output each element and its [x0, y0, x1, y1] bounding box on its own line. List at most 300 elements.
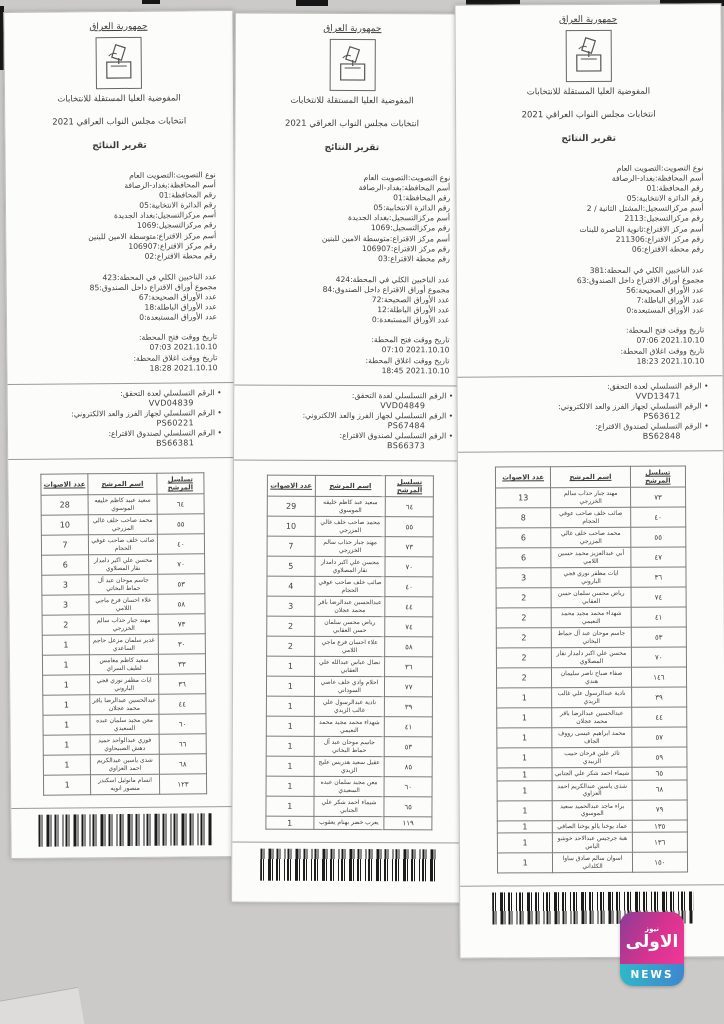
report-title: تقرير النتائج: [92, 140, 147, 152]
results-table: [40, 473, 207, 796]
candidate-row: [497, 820, 687, 833]
candidate-serial: ٣٠: [158, 634, 205, 654]
ihec-logo: [329, 39, 375, 91]
results-table-header: [496, 466, 686, 488]
candidate-name: رياض محسن سلمان حسن العقابي: [315, 617, 385, 637]
commission-title: المفوضية العليا المستقلة للانتخابات: [526, 86, 651, 98]
candidate-row: [267, 517, 434, 538]
text-line: 2021.10.10 07:06: [636, 335, 705, 346]
text-line: رقم مركزالتسجيل:1069: [370, 223, 451, 233]
text-line: عدد الأوراق الصحيحة:67: [138, 292, 217, 302]
candidate-votes: 8: [496, 508, 551, 528]
candidate-name: صائب خلف صاحب عوفي الحجام: [551, 508, 631, 528]
serial-entry-label: • الرقم التسلسلي لصندوق الاقتراع:: [595, 421, 709, 432]
candidate-serial: ٥٥: [385, 517, 433, 537]
candidate-row: [496, 487, 686, 508]
candidate-votes: 6: [41, 555, 89, 575]
candidate-votes: 1: [497, 768, 552, 781]
scan-artifact: [142, 0, 160, 4]
candidate-name: نادية عبدالرسول علي غالب الزيدي: [314, 697, 384, 717]
text-line: عدد الأوراق الباطلة:18: [144, 302, 217, 312]
text-line: عدد الناخبين الكلي في المحطة:424: [335, 274, 450, 285]
candidate-serial: ٤٠: [631, 507, 686, 527]
candidate-serial: ٧٣: [630, 487, 685, 507]
serial-entry: [240, 410, 453, 431]
candidate-row: [266, 657, 433, 678]
candidate-votes: 1: [497, 801, 552, 821]
candidate-votes: 1: [43, 775, 91, 795]
candidate-serial: ٦٤: [157, 494, 204, 514]
candidate-row: [496, 567, 686, 588]
candidate-votes: 29: [267, 497, 315, 517]
candidate-votes: 10: [41, 515, 89, 535]
candidate-row: [43, 734, 206, 755]
text-line: أسم المحافظة:بغداد-الرصافة: [611, 173, 704, 183]
candidate-name: ايات مظفر نوري فجي الباروني: [551, 568, 631, 588]
separator-line: [234, 460, 467, 462]
ballot-stats-block: [457, 265, 722, 317]
candidate-row: [266, 697, 433, 718]
election-title: انتخابات مجلس النواب العراقي 2021: [521, 109, 656, 121]
candidate-row: [497, 667, 687, 688]
candidate-votes: 1: [497, 781, 552, 801]
candidate-votes: 1: [497, 748, 552, 768]
column-candidate-serial: تسلسل المرشح: [385, 476, 433, 497]
candidate-serial: ٣٦: [385, 657, 433, 677]
barcode-image: [260, 849, 437, 882]
station-info-block: [6, 170, 235, 263]
open-close-times-block: [7, 332, 235, 374]
serial-entry: [240, 390, 453, 411]
candidate-serial: ٥٩: [632, 747, 687, 767]
station-info-block: [235, 172, 468, 264]
text-line: أسم مركزالتسجيل:بغداد الجديدة: [113, 210, 217, 221]
text-line: رقم المحافظة:01: [646, 183, 704, 193]
candidate-serial: ٦٠: [159, 714, 206, 734]
candidate-votes: 1: [266, 717, 314, 737]
candidate-votes: 6: [496, 548, 551, 568]
text-line: رقم مركزالتسجيل:2113: [624, 213, 704, 224]
text-line: نوع التصويت:التصويت العام: [363, 173, 451, 183]
candidate-name: محسن علي اكبر دامدار نقار المصلاوي: [315, 557, 385, 577]
barcode-image: [39, 814, 213, 848]
candidate-votes: 1: [266, 777, 314, 797]
text-line: عدد الأوراق الباطلة:12: [377, 305, 450, 315]
candidate-row: [42, 594, 205, 615]
candidate-row: [43, 754, 206, 775]
candidate-name: صفاء صباح ناصر سليمان هندي: [552, 668, 632, 688]
separator-line: [460, 885, 724, 887]
serial-entry-value: PS60221: [156, 418, 194, 428]
serial-entry-value: VVD04839: [148, 397, 194, 408]
candidate-name: محمد صاحب خلف غالي المزرجي: [551, 528, 631, 548]
election-title: انتخابات مجلس النواب العراقي 2021: [284, 118, 419, 130]
candidate-row: [497, 780, 687, 801]
election-title: انتخابات مجلس النواب العراقي 2021: [52, 116, 187, 128]
candidate-votes: 2: [497, 668, 552, 688]
candidate-name: مهند جبار حذاب سالم الخزرجي: [89, 615, 158, 636]
open-close-times-block: [457, 326, 722, 368]
candidate-serial: ٨٥: [384, 757, 432, 777]
candidate-votes: 1: [266, 757, 314, 777]
candidate-serial: ٤٤: [159, 694, 206, 714]
text-line: رقم الدائرة الانتخابية:05: [139, 200, 217, 211]
candidate-name: صائب خلف صاحب عوفي الحجام: [89, 535, 158, 556]
candidate-serial: ٤٠: [157, 534, 204, 554]
candidate-serial: ١٥٠: [632, 852, 687, 872]
candidate-row: [266, 797, 433, 818]
candidate-votes: 4: [267, 577, 315, 597]
candidate-name: صائب خلف صاحب عوفي الحجام: [315, 577, 385, 597]
candidate-serial: ٧٤: [385, 617, 433, 637]
serial-entry: [464, 401, 709, 423]
candidate-name: رياض محسن سلمان حسن العقابي: [551, 588, 631, 608]
text-line: عدد الأوراق المستبعدة:0: [626, 305, 705, 316]
candidate-serial: ١١٩: [384, 817, 432, 830]
candidate-name: شهداء محمد مجيد محمد النعيمي: [314, 717, 384, 737]
candidate-name: اسوان سالم صادق ساوا الكلداني: [553, 853, 633, 873]
candidate-votes: 2: [42, 615, 90, 635]
country-title: جمهورية العراق: [323, 23, 382, 35]
candidate-serial: ٦٨: [159, 754, 206, 774]
candidate-votes: 1: [266, 797, 314, 817]
candidate-votes: 2: [266, 617, 314, 637]
separator-line: [8, 382, 236, 385]
results-table: [265, 475, 434, 830]
candidate-serial: ٤٤: [385, 597, 433, 617]
country-title: جمهورية العراق: [558, 14, 618, 26]
candidate-votes: 1: [42, 655, 90, 675]
text-line: 2021.10.10 18:23: [636, 355, 705, 366]
text-line: رقم مركز الاقتراع:106907: [361, 243, 450, 254]
separator-line: [11, 806, 239, 809]
column-candidate-serial: تسلسل المرشح: [157, 473, 204, 494]
candidate-name: يعرب خضر بهنام يعقوب: [314, 817, 384, 830]
candidate-serial: ٤٧: [631, 547, 686, 567]
serial-entry-value: BS66381: [156, 438, 195, 448]
candidate-name: علاء احسان فرع ماجي اللامي: [315, 637, 385, 657]
text-line: عدد الناخبين الكلي في المحطة:423: [102, 272, 217, 283]
candidate-serial: ٦٨: [632, 780, 687, 800]
candidate-serial: ٤١: [631, 607, 686, 627]
candidate-votes: 28: [41, 495, 89, 515]
candidate-name: شهداء محمد مجيد محمد النعيمي: [551, 608, 631, 628]
text-line: مجموع أوراق الاقتراع داخل الصندوق:85: [89, 282, 217, 293]
candidate-name: غدير سلمان مزعل حاجم الساعدي: [90, 635, 159, 656]
candidate-row: [266, 677, 433, 698]
ballot-stats-block: [235, 274, 468, 325]
candidate-row: [41, 534, 204, 555]
candidate-serial: ٤١: [384, 717, 432, 737]
results-table-header: [41, 473, 204, 495]
candidate-row: [43, 694, 206, 715]
candidate-votes: 5: [267, 557, 315, 577]
text-line: أسم مركز الاقتراع:ثانوية الناصرة للبنات: [579, 223, 704, 234]
text-line: رقم الدائرة الانتخابية:05: [626, 193, 704, 204]
candidate-name: محمد صاحب خلف غالي المزرجي: [88, 515, 157, 536]
candidate-serial: ٣٩: [384, 697, 432, 717]
separator-line: [8, 457, 236, 460]
candidate-serial: ٦٠: [384, 777, 432, 797]
candidate-name: أبي عبدالعزيز محمد حسين اللامي: [551, 548, 631, 568]
candidate-name: علاء احسان فرع ماجي اللامي: [89, 595, 158, 616]
candidate-votes: 2: [496, 628, 551, 648]
candidate-serial: ٧٠: [631, 647, 686, 667]
text-line: عدد الأوراق الصحيحة:72: [371, 295, 450, 305]
separator-line: [232, 841, 465, 843]
candidate-serial: ٧٠: [157, 554, 204, 574]
text-line: 2021.10.10 18:45: [381, 365, 450, 376]
text-line: مجموع أوراق الاقتراع داخل الصندوق:63: [576, 275, 704, 286]
candidate-row: [497, 767, 687, 780]
serial-entry-label: • الرقم التسلسلي لعدة التحقق:: [607, 381, 709, 391]
candidate-serial: ٧٤: [631, 587, 686, 607]
candidate-votes: 7: [41, 535, 89, 555]
separator-line: [457, 375, 722, 377]
candidate-row: [497, 687, 687, 708]
candidate-name: سعيد عبيد كاظم خليفه الموسوي: [88, 495, 157, 516]
candidate-serial: ٥٧: [632, 727, 687, 747]
candidate-row: [266, 777, 433, 798]
candidate-row: [497, 800, 687, 821]
candidate-serial: ٧٣: [158, 614, 205, 634]
candidate-votes: 3: [42, 575, 90, 595]
text-line: عدد الأوراق المستبعدة:0: [371, 315, 450, 325]
text-line: رقم محطة الاقتراع:03: [377, 253, 450, 264]
text-line: نوع التصويت:التصويت العام: [616, 163, 704, 173]
ballot-box-icon: [334, 44, 370, 86]
candidate-serial: ٥٣: [631, 627, 686, 647]
column-candidate-serial: تسلسل المرشح: [630, 466, 685, 487]
text-line: عدد الأوراق الباطلة:7: [636, 295, 705, 305]
text-line: مجموع أوراق الاقتراع داخل الصندوق:84: [322, 284, 450, 295]
candidate-votes: 1: [497, 821, 552, 834]
candidate-row: [43, 774, 206, 795]
candidate-row: [496, 527, 686, 548]
candidate-serial: ٧٩: [632, 800, 687, 820]
candidate-row: [43, 714, 206, 735]
candidate-serial: ٦٥: [384, 797, 432, 817]
candidate-row: [267, 577, 434, 598]
report-title: تقرير النتائج: [561, 133, 617, 145]
candidate-row: [41, 554, 204, 575]
candidate-votes: 1: [43, 755, 91, 775]
commission-title: المفوضية العليا المستقلة للانتخابات: [57, 93, 181, 105]
candidate-serial: ٧٣: [385, 537, 433, 557]
scan-artifact: [296, 0, 328, 6]
candidate-name: انسام مانوئيل اسكندر منصور انويه: [91, 775, 160, 796]
candidate-row: [267, 497, 434, 518]
news-logo-arabic-wordmark: [620, 912, 684, 964]
candidate-name: احلام وادي خلف عاصي السوداني: [314, 677, 384, 697]
candidate-serial: ١٢٣: [159, 774, 206, 794]
candidate-row: [498, 852, 688, 873]
candidate-serial: ٥٥: [157, 514, 204, 534]
candidate-serial: ٥٣: [384, 737, 432, 757]
candidate-serial: ١٣٥: [632, 820, 687, 833]
serial-entry-value: PS67484: [387, 420, 426, 431]
candidate-row: [266, 597, 433, 618]
station-info-block: [456, 163, 721, 255]
serial-entry-value: VVD04849: [380, 400, 426, 410]
candidate-name: مهند جبار حذاب سالم الخزرجي: [551, 488, 631, 508]
candidate-votes: 1: [43, 715, 91, 735]
candidate-name: جاسم موحان عبد آل حماط البخاتي: [89, 575, 158, 596]
report-page: [231, 12, 470, 903]
serial-entry-label: • الرقم التسلسلي لعدة التحقق:: [120, 387, 222, 398]
serial-entry: [14, 428, 222, 450]
candidate-name: محمد صاحب خلف غالي المزرجي: [315, 517, 385, 537]
ballot-box-icon: [570, 35, 606, 77]
candidate-name: محسن علي اكبر دامدار نقار المصلاوي: [89, 555, 158, 576]
candidate-votes: 2: [496, 648, 551, 668]
text-line: 2021.10.10 07:10: [381, 345, 450, 355]
candidate-serial: ٥٨: [385, 637, 433, 657]
serial-entry: [464, 422, 709, 444]
report-page: [455, 3, 724, 958]
candidate-row: [496, 607, 686, 628]
text-line: رقم مركزالتسجيل:1069: [136, 220, 217, 231]
ballot-stats-block: [7, 272, 235, 324]
candidate-votes: 1: [266, 817, 314, 830]
candidate-votes: 1: [266, 657, 314, 677]
separator-line: [234, 384, 467, 386]
text-line: تاريخ ووقت فتح المحطة:: [138, 332, 218, 343]
column-candidate-name: اسم المرشح: [88, 474, 157, 496]
candidate-votes: 2: [266, 637, 314, 657]
candidate-row: [43, 674, 206, 695]
text-line: عدد الناخبين الكلي في المحطة:381: [589, 265, 704, 275]
candidate-name: مهند جبار حذاب سالم الخزرجي: [315, 537, 385, 557]
commission-title: المفوضية العليا المستقلة للانتخابات: [290, 95, 414, 107]
candidate-votes: 1: [43, 735, 91, 755]
serial-entry: [14, 408, 222, 430]
candidate-row: [497, 832, 687, 853]
serial-numbers-block: [457, 381, 722, 443]
candidate-votes: 1: [497, 728, 552, 748]
candidate-name: عبدالحسين عبدالرضا باقر محمد عجلان: [90, 695, 159, 716]
column-candidate-name: اسم المرشح: [315, 476, 385, 497]
candidate-row: [496, 507, 686, 528]
candidate-name: شيماء احمد شكر علي الجنابي: [552, 768, 632, 781]
report-title: تقرير النتائج: [324, 142, 380, 154]
column-candidate-name: اسم المرشح: [551, 467, 631, 488]
serial-entry: [14, 388, 222, 410]
text-line: تاريخ ووقت اغلاق المحطة:: [620, 345, 705, 356]
candidate-name: محمد ابراهيم عيسى رووف الجاف: [552, 728, 632, 748]
candidate-votes: 1: [497, 833, 552, 853]
candidate-votes: 1: [497, 688, 552, 708]
candidate-row: [496, 587, 686, 608]
text-line: عدد الأوراق المستبعدة:0: [139, 312, 218, 323]
serial-entry-label: • الرقم التسلسلي لصندوق الاقتراع:: [108, 428, 223, 439]
candidate-serial: ١٣٦: [632, 832, 687, 852]
candidate-name: براء ماجد عبدالحميد سعيد الموسوي: [552, 800, 632, 820]
candidate-serial: ٥٣: [157, 574, 204, 594]
serial-numbers-block: [234, 390, 467, 452]
serial-entry-label: • الرقم التسلسلي لعدة التحقق:: [351, 390, 454, 401]
candidate-serial: ٣٩: [631, 687, 686, 707]
text-line: عدد الأوراق الصحيحة:56: [626, 285, 705, 295]
candidate-votes: 10: [267, 517, 315, 537]
news-logo-arabic-main: الاولى: [625, 931, 679, 952]
candidate-votes: 1: [266, 697, 314, 717]
candidate-name: معن مجيد سلمان عبده السعيدي: [314, 777, 384, 797]
candidate-name: محسن علي اكبر دامدار نقار المصلاوي: [552, 648, 632, 668]
candidate-serial: ٣٣: [158, 654, 205, 674]
news-logo-news-label: NEWS: [620, 964, 684, 986]
candidate-name: ايات مظفر نوري فجي الباروني: [90, 675, 159, 696]
text-line: أسم مركز الاقتراع:متوسطة الامين للبنين: [88, 230, 217, 241]
serial-entry-value: BS66373: [387, 441, 426, 451]
candidate-votes: 13: [496, 488, 551, 508]
serial-numbers-block: [8, 388, 237, 451]
candidate-name: نادية عبدالرسول علي غالب الزيدي: [552, 688, 632, 708]
text-line: رقم الدائرة الانتخابية:05: [373, 203, 451, 213]
candidate-row: [496, 647, 686, 668]
text-line: تاريخ ووقت فتح المحطة:: [626, 325, 705, 336]
serial-entry-label: • الرقم التسلسلي لجهاز الفرز والعد الالكتروني:: [558, 401, 709, 412]
candidate-serial: ٤٤: [632, 707, 687, 727]
ihec-logo: [565, 30, 611, 82]
serial-entry-label: • الرقم التسلسلي لجهاز الفرز والعد الالكتروني:: [302, 410, 454, 421]
candidate-votes: 1: [43, 695, 91, 715]
candidate-votes: 1: [266, 737, 314, 757]
candidate-serial: ١٤٦: [631, 667, 686, 687]
news-logo-arabic-small: نيوز: [645, 924, 659, 933]
candidate-serial: ٧٧: [384, 677, 432, 697]
candidate-votes: 1: [266, 677, 314, 697]
text-line: أسم المحافظة:بغداد-الرصافة: [358, 183, 451, 193]
candidate-name: سعيد عبد كاظم خليفه الموسوي: [315, 497, 385, 517]
text-line: أسم مركزالتسجيل:المشتل الثانية / 2: [586, 203, 704, 214]
candidate-row: [266, 737, 433, 758]
report-page: [3, 10, 240, 859]
candidate-name: هبة جرجيس عبدالاحد خوشو الياس: [553, 833, 633, 853]
text-line: تاريخ ووقت اغلاق المحطة:: [365, 355, 450, 365]
candidate-name: سعيد كاظم مغامس لطيف السراي: [90, 655, 159, 676]
serial-entry-label: • الرقم التسلسلي لصندوق الاقتراع:: [339, 431, 454, 441]
candidate-votes: 2: [496, 588, 551, 608]
ihec-logo: [96, 37, 142, 89]
candidate-name: ثائر علين فرحان حبيب الزبيدي: [552, 748, 632, 768]
candidate-row: [496, 627, 686, 648]
text-line: تاريخ ووقت فتح المحطة:: [371, 335, 450, 345]
candidate-row: [497, 727, 687, 748]
candidate-row: [42, 654, 205, 675]
text-line: نوع التصويت:التصويت العام: [129, 170, 216, 180]
candidate-serial: ٦٤: [385, 497, 433, 517]
serial-entry: [240, 431, 453, 452]
text-line: رقم مركز الاقتراع:211306: [615, 234, 704, 244]
candidate-votes: 7: [267, 537, 315, 557]
candidate-row: [267, 557, 434, 578]
serial-entry-value: BS62848: [642, 431, 681, 441]
candidate-serial: ٦٥: [632, 767, 687, 780]
open-close-times-block: [234, 335, 467, 376]
candidate-serial: ٤٠: [385, 577, 433, 597]
candidate-name: عماد يوخنا يالو يوخنا الصافي: [552, 820, 632, 833]
text-line: رقم المحافظة:01: [158, 190, 216, 200]
serial-entry-value: VVD13471: [635, 391, 681, 401]
column-vote-count: عدد الاصوات: [496, 467, 551, 488]
candidate-name: جاسم موحان عبد آل حماط البخاتي: [551, 628, 631, 648]
candidate-name: شذى ياسين عبدالكريم احمد العزاوي: [552, 780, 632, 800]
candidate-row: [266, 637, 433, 658]
serial-entry: [463, 381, 708, 403]
candidate-name: عبدالحسين عبدالرضا باقر محمد عجلان: [552, 708, 632, 728]
candidate-row: [42, 634, 205, 655]
